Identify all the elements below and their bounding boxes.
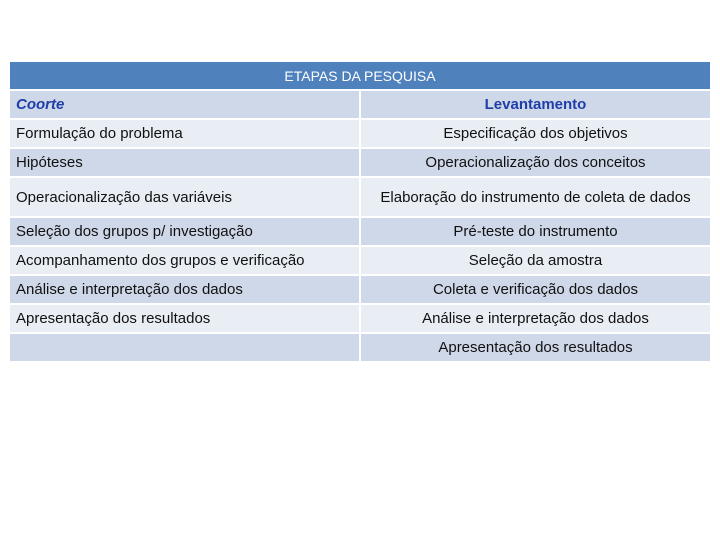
cell-right: Operacionalização dos conceitos <box>360 148 710 177</box>
table-row <box>10 275 710 304</box>
cell-left: Operacionalização das variáveis <box>10 177 360 217</box>
cell-left: Formulação do problema <box>10 119 360 148</box>
cell-right: Especificação dos objetivos <box>360 119 710 148</box>
table-row <box>10 304 710 333</box>
cell-right: Coleta e verificação dos dados <box>360 275 710 304</box>
table-header-row <box>10 90 710 119</box>
cell-left: Seleção dos grupos p/ investigação <box>10 217 360 246</box>
cell-left: Acompanhamento dos grupos e verificação <box>10 246 360 275</box>
header-coorte: Coorte <box>10 90 360 119</box>
table-row <box>10 148 710 177</box>
research-stages-table <box>10 62 710 363</box>
table-title-row <box>10 62 710 90</box>
cell-right: Elaboração do instrumento de coleta de dados <box>360 177 710 217</box>
cell-right: Pré-teste do instrumento <box>360 217 710 246</box>
cell-right: Apresentação dos resultados <box>360 333 710 362</box>
cell-left <box>10 333 360 362</box>
header-levantamento: Levantamento <box>360 90 710 119</box>
table-row <box>10 246 710 275</box>
table-row <box>10 119 710 148</box>
table-row <box>10 177 710 217</box>
cell-left: Hipóteses <box>10 148 360 177</box>
table-row <box>10 217 710 246</box>
table-title: ETAPAS DA PESQUISA <box>10 62 710 90</box>
cell-right: Análise e interpretação dos dados <box>360 304 710 333</box>
cell-right: Seleção da amostra <box>360 246 710 275</box>
cell-left: Apresentação dos resultados <box>10 304 360 333</box>
cell-left: Análise e interpretação dos dados <box>10 275 360 304</box>
table-row <box>10 333 710 362</box>
